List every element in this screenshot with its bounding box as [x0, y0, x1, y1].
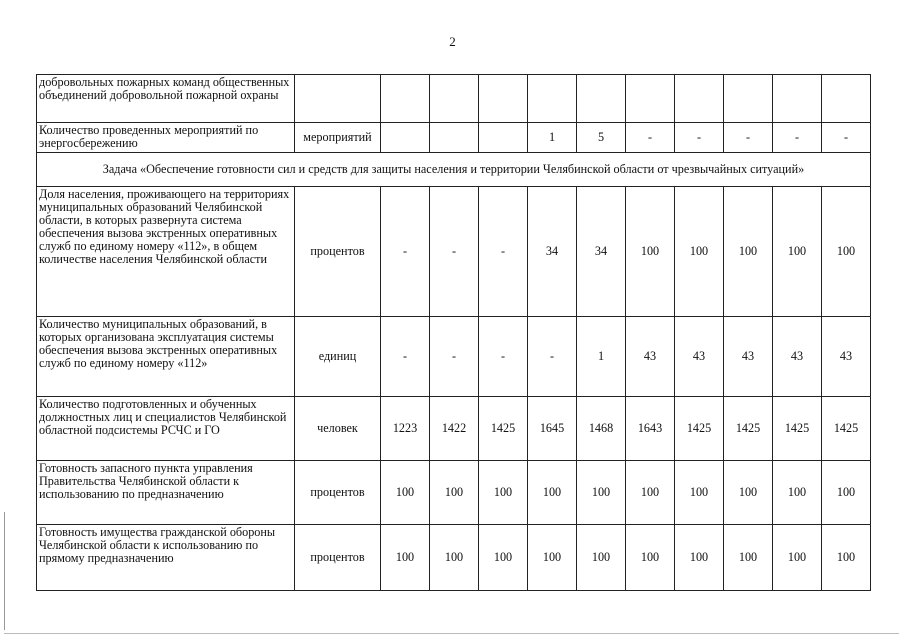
task-header-row	[37, 153, 871, 187]
table-row	[37, 123, 871, 153]
value-cell: 100	[724, 461, 773, 525]
value-cell	[626, 75, 675, 123]
value-cell: 100	[577, 525, 626, 591]
value-cell: 100	[479, 525, 528, 591]
value-cell: 100	[626, 525, 675, 591]
value-cell: 5	[577, 123, 626, 153]
value-cell	[577, 75, 626, 123]
value-cell: -	[675, 123, 724, 153]
value-cell: 100	[528, 525, 577, 591]
value-cell: -	[773, 123, 822, 153]
value-cell: -	[479, 187, 528, 317]
value-cell: 100	[773, 525, 822, 591]
value-cell: 100	[430, 525, 479, 591]
value-cell: -	[528, 317, 577, 397]
value-cell	[822, 75, 871, 123]
value-cell: 100	[528, 461, 577, 525]
bottom-edge-line	[4, 633, 899, 634]
indicators-table	[36, 74, 871, 591]
value-cell: 1643	[626, 397, 675, 461]
value-cell: 34	[577, 187, 626, 317]
value-cell: -	[381, 187, 430, 317]
value-cell: 100	[724, 187, 773, 317]
margin-line	[4, 512, 5, 630]
value-cell: 100	[675, 187, 724, 317]
value-cell: -	[479, 317, 528, 397]
table-body	[37, 75, 871, 591]
table-row	[37, 187, 871, 317]
value-cell: 100	[675, 461, 724, 525]
value-cell: 1	[577, 317, 626, 397]
value-cell: 100	[626, 187, 675, 317]
value-cell	[724, 75, 773, 123]
unit-cell: процентов	[295, 461, 381, 525]
value-cell: 100	[822, 525, 871, 591]
value-cell: 100	[479, 461, 528, 525]
value-cell: -	[626, 123, 675, 153]
table-row	[37, 75, 871, 123]
value-cell: 100	[675, 525, 724, 591]
value-cell: 100	[773, 461, 822, 525]
value-cell	[528, 75, 577, 123]
value-cell: 100	[381, 525, 430, 591]
indicator-name: Доля населения, проживающего на территориях муниципальных образований Челябинской области, в которых развернута система обеспечения вызова экстренных оперативных служб по единому номеру «112», в общем количестве населения Челябинской области	[37, 187, 295, 317]
value-cell	[479, 75, 528, 123]
value-cell: 1	[528, 123, 577, 153]
indicator-name: Готовность запасного пункта управления Правительства Челябинской области к использованию по предназначению	[37, 461, 295, 525]
value-cell	[479, 123, 528, 153]
value-cell: 1645	[528, 397, 577, 461]
value-cell: 34	[528, 187, 577, 317]
page-number: 2	[449, 34, 456, 49]
value-cell: 1468	[577, 397, 626, 461]
table-row	[37, 525, 871, 591]
value-cell: 100	[626, 461, 675, 525]
unit-cell: процентов	[295, 525, 381, 591]
table-row	[37, 317, 871, 397]
value-cell: -	[822, 123, 871, 153]
value-cell: 43	[626, 317, 675, 397]
value-cell: 100	[724, 525, 773, 591]
value-cell: -	[381, 317, 430, 397]
value-cell	[773, 75, 822, 123]
value-cell: -	[724, 123, 773, 153]
value-cell: 43	[675, 317, 724, 397]
value-cell: 43	[822, 317, 871, 397]
indicator-name: добровольных пожарных команд общественных объединений добровольной пожарной охраны	[37, 75, 295, 123]
indicator-name: Количество подготовленных и обученных должностных лиц и специалистов Челябинской областной подсистемы РСЧС и ГО	[37, 397, 295, 461]
value-cell: 100	[822, 461, 871, 525]
table-row	[37, 461, 871, 525]
value-cell: 100	[381, 461, 430, 525]
value-cell: 100	[822, 187, 871, 317]
value-cell: 1425	[724, 397, 773, 461]
indicator-name: Готовность имущества гражданской обороны Челябинской области к использованию по прямому предназначению	[37, 525, 295, 591]
unit-cell	[295, 75, 381, 123]
unit-cell: мероприятий	[295, 123, 381, 153]
unit-cell: единиц	[295, 317, 381, 397]
value-cell: 1425	[822, 397, 871, 461]
value-cell: 100	[773, 187, 822, 317]
value-cell: -	[430, 317, 479, 397]
value-cell: 1425	[675, 397, 724, 461]
unit-cell: процентов	[295, 187, 381, 317]
value-cell	[381, 75, 430, 123]
task-title: Задача «Обеспечение готовности сил и средств для защиты населения и территории Челябинской области от чрезвычайных ситуаций»	[37, 153, 871, 187]
value-cell: 1223	[381, 397, 430, 461]
value-cell	[430, 75, 479, 123]
indicator-name: Количество проведенных мероприятий по энергосбережению	[37, 123, 295, 153]
value-cell: 43	[724, 317, 773, 397]
value-cell	[675, 75, 724, 123]
unit-cell: человек	[295, 397, 381, 461]
table-row	[37, 397, 871, 461]
value-cell: -	[430, 187, 479, 317]
value-cell: 1425	[773, 397, 822, 461]
value-cell: 1422	[430, 397, 479, 461]
value-cell: 100	[577, 461, 626, 525]
value-cell: 100	[430, 461, 479, 525]
value-cell	[430, 123, 479, 153]
value-cell: 1425	[479, 397, 528, 461]
indicator-name: Количество муниципальных образований, в которых организована эксплуатация системы обеспечения вызова экстренных оперативных служб по единому номеру «112»	[37, 317, 295, 397]
value-cell: 43	[773, 317, 822, 397]
value-cell	[381, 123, 430, 153]
